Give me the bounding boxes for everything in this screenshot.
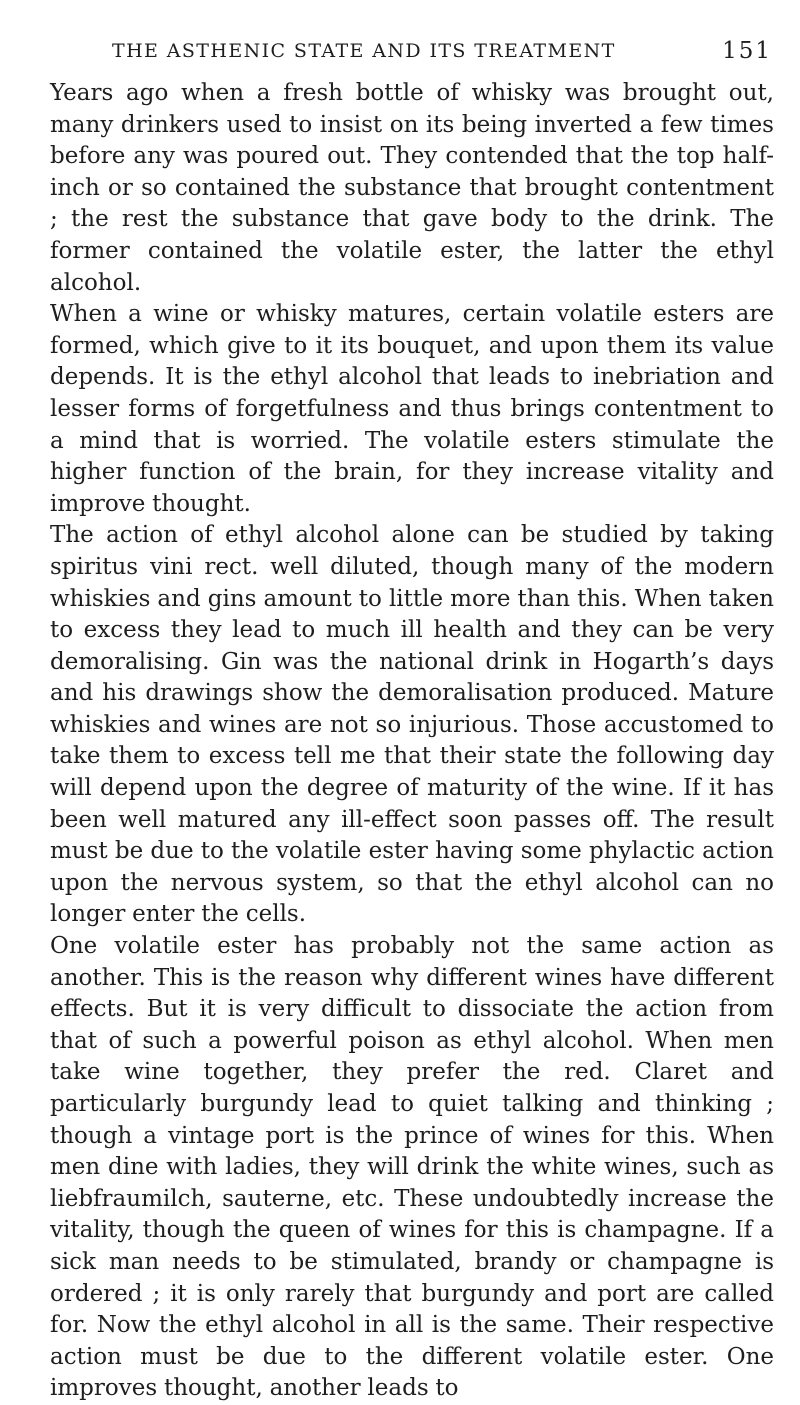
body-text <box>50 78 774 1405</box>
paragraph: Years ago when a fresh bottle of whisky was brought out, many drinkers used to insist on its being inverted a few times before any was poured out. They contended that the top half-inch or so contained the substance that brought contentment ; the rest the substance that gave body to the drink. The former contained the volatile ester, the latter the ethyl alcohol. <box>50 80 774 296</box>
paragraph: One volatile ester has probably not the same action as another. This is the reason why different wines have different effects. But it is very difficult to dissociate the action from that of such a powerful poison as ethyl alcohol. When men take wine together, they prefer the red. Claret and particularly burgundy lead to quiet talking and thinking ; though a vintage port is the prince of wines for this. When men dine with ladies, they will drink the white wines, such as liebfraumilch, sauterne, etc. These undoubtedly increase the vitality, though the queen of wines for this is champagne. If a sick man needs to be stimulated, brandy or champagne is ordered ; it is only rarely that burgundy and port are called for. Now the ethyl alcohol in all is the same. Their respective action must be due to the different volatile ester. One improves thought, another leads to <box>50 933 774 1402</box>
paragraph: When a wine or whisky matures, certain volatile esters are formed, which give to it its bouquet, and upon them its value depends. It is the ethyl alcohol that leads to inebriation and lesser forms of forgetfulness and thus brings contentment to a mind that is worried. The volatile esters stimulate the higher function of the brain, for they increase vitality and improve thought. <box>50 301 774 517</box>
running-title: THE ASTHENIC STATE AND ITS TREATMENT <box>112 40 616 62</box>
running-head <box>50 34 772 68</box>
paragraph: The action of ethyl alcohol alone can be studied by taking spiritus vini rect. well diluted, though many of the modern whiskies and gins amount to little more than this. When taken to excess they lead to much ill health and they can be very demoralising. Gin was the national drink in Hogarth’s days and his drawings show the demoralisation produced. Mature whiskies and wines are not so injurious. Those accustomed to take them to excess tell me that their state the following day will depend upon the degree of maturity of the wine. If it has been well matured any ill-effect soon passes off. The result must be due to the volatile ester having some phylactic action upon the nervous system, so that the ethyl alcohol can no longer enter the cells. <box>50 522 774 928</box>
page-number: 151 <box>722 38 772 64</box>
